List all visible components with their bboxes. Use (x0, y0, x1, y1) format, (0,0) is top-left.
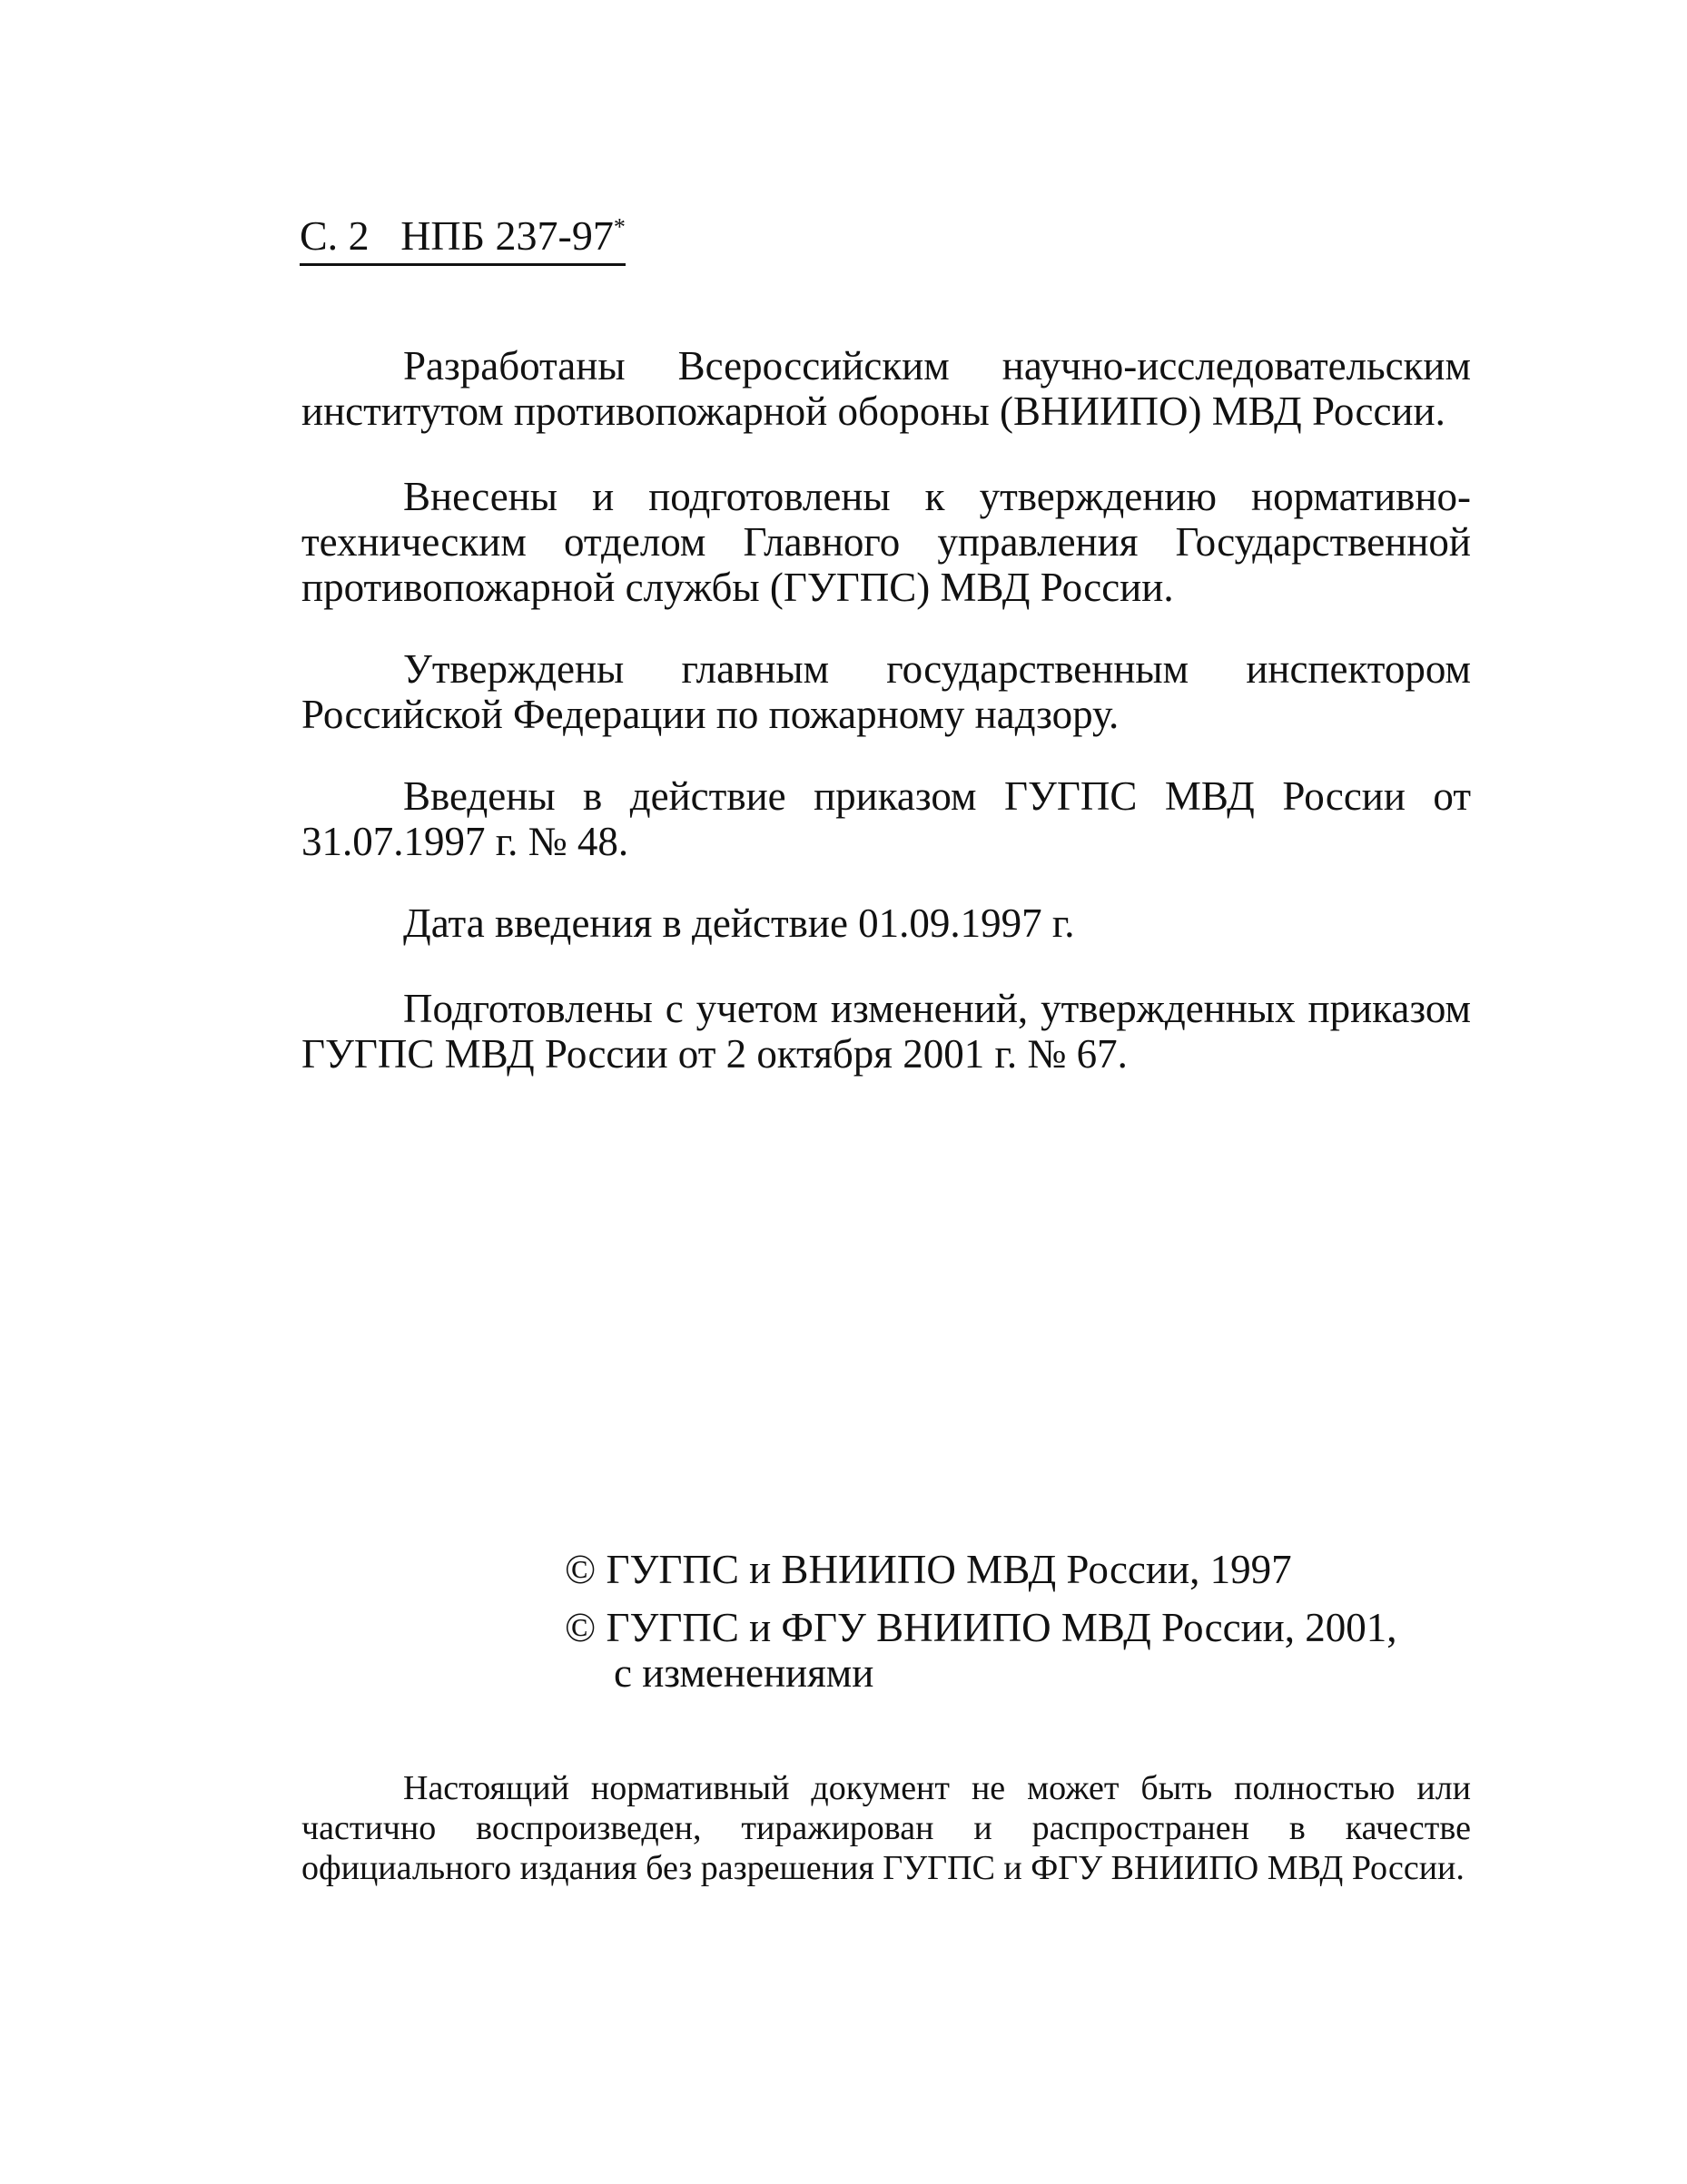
page-header (300, 211, 626, 266)
copyright-2001: © ГУГПС и ФГУ ВНИИПО МВД России, 2001, (565, 1605, 1397, 1650)
page-number: С. 2 (300, 212, 370, 259)
developer-paragraph: Разработаны Всероссийским научно-исследовательским институтом противопожарной обороны (ВНИИПО) МВД России. (301, 343, 1471, 434)
copyright-1997: © ГУГПС и ВНИИПО МВД России, 1997 (565, 1547, 1292, 1592)
reproduction-notice: Настоящий нормативный документ не может быть полностью или частично воспроизведен, тиражирован и распространен в качестве официального издания без разрешения ГУГПС и ФГУ ВНИИПО МВД России. (301, 1769, 1471, 1887)
document-code: НПБ 237-97 (400, 212, 614, 259)
enacted-paragraph: Введены в действие приказом ГУГПС МВД России от 31.07.1997 г. № 48. (301, 773, 1471, 864)
submitted-paragraph: Внесены и подготовлены к утверждению нормативно-техническим отделом Главного управления Государственной противопожарной службы (ГУГПС) МВД России. (301, 474, 1471, 610)
amendments-paragraph: Подготовлены с учетом изменений, утвержденных приказом ГУГПС МВД России от 2 октября 2001 г. № 67. (301, 986, 1471, 1077)
amendment-star: * (613, 213, 626, 241)
approved-paragraph: Утверждены главным государственным инспектором Российской Федерации по пожарному надзору. (301, 646, 1471, 737)
effective-date-paragraph: Дата введения в действие 01.09.1997 г. (403, 900, 1075, 946)
copyright-note: с изменениями (614, 1650, 874, 1696)
